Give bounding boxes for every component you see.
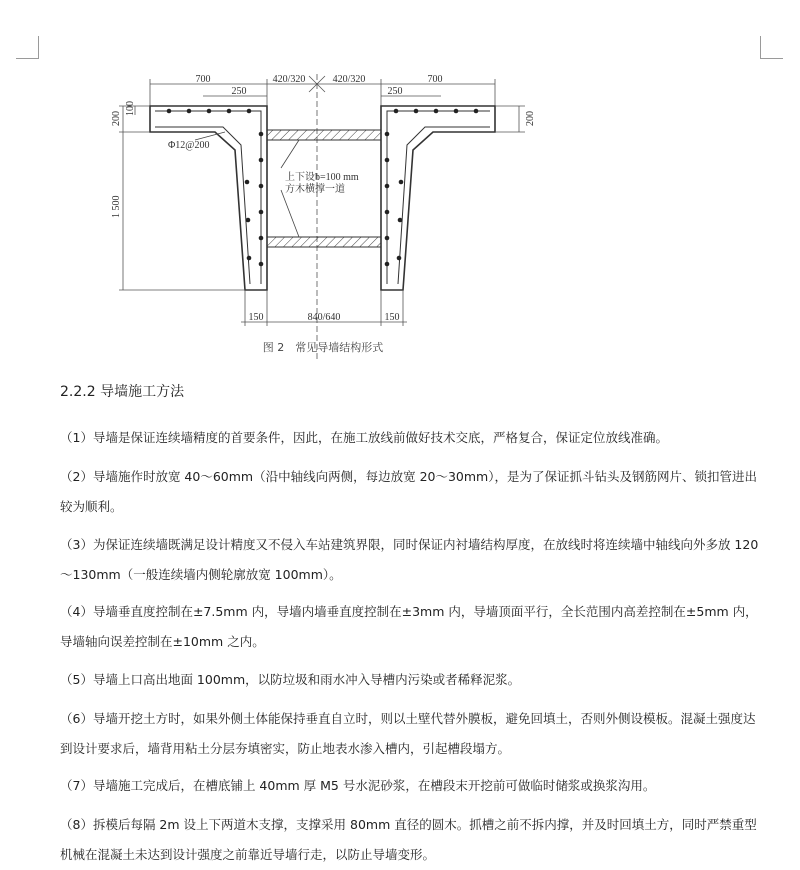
rebar-spec-label: Φ12@200 bbox=[168, 140, 210, 151]
dim-inner-left: 250 bbox=[231, 86, 247, 97]
paragraph-1: （1）导墙是保证连续墙精度的首要条件，因此，在施工放线前做好技术交底，严格复合，保证定位放线准确。 bbox=[60, 430, 668, 445]
page-corner-mark-top-left bbox=[16, 36, 39, 59]
paragraph-5: （5）导墙上口高出地面 100mm，以防垃圾和雨水冲入导槽内污染或者稀释泥浆。 bbox=[60, 672, 521, 687]
dim-bottom-mid: 840/640 bbox=[307, 312, 341, 323]
paragraph-2: （2）导墙施作时放宽 40～60mm（沿中轴线向两侧，每边放宽 20～30mm），是为了保证抓斗钻头及钢筋网片、锁扣管进出较为顺利。 bbox=[60, 469, 757, 514]
dim-bottom-right: 150 bbox=[384, 312, 400, 323]
dim-left-top: 700 bbox=[195, 74, 211, 85]
paragraph-3: （3）为保证连续墙既满足设计精度又不侵入车站建筑界限，同时保证内衬墙结构厚度，在放线时将连续墙中轴线向外多放 120～130mm（一般连续墙内侧轮廓放宽 100mm）。 bbox=[60, 537, 759, 582]
dim-inner-right: 250 bbox=[387, 86, 403, 97]
guide-wall-diagram bbox=[95, 70, 555, 365]
dim-right-v: 200 bbox=[525, 111, 536, 126]
right-guide-wall bbox=[381, 106, 495, 290]
dim-height: 1 500 bbox=[111, 195, 122, 218]
dim-center-left: 420/320 bbox=[272, 74, 306, 85]
section-heading: 2.2.2 导墙施工方法 bbox=[60, 384, 185, 400]
dim-bottom-left: 150 bbox=[248, 312, 264, 323]
paragraph-7: （7）导墙施工完成后，在槽底铺上 40mm 厚 M5 号水泥砂浆，在槽段末开挖前可做临时储浆或换浆沟用。 bbox=[60, 778, 656, 793]
lower-timber-strut bbox=[267, 237, 381, 247]
figure-caption: 图 2 常见导墙结构形式 bbox=[262, 341, 384, 354]
strut-note-line1: 上下设b=100 mm bbox=[285, 172, 359, 183]
dim-left-v1: 200 bbox=[111, 111, 122, 126]
right-dimension-lines bbox=[495, 106, 525, 132]
paragraph-8: （8）拆模后每隔 2m 设上下两道木支撑，支撑采用 80mm 直径的圆木。抓槽之前不拆内撑，并及时回填土方，同时严禁重型机械在混凝土未达到设计强度之前靠近导墙行走，以防止导墙变形。 bbox=[60, 817, 757, 862]
upper-timber-strut bbox=[267, 130, 381, 140]
strut-note-line2: 方木横撑一道 bbox=[285, 184, 345, 195]
left-guide-wall bbox=[150, 106, 267, 290]
page-corner-mark-top-right bbox=[760, 36, 783, 59]
dim-center-right: 420/320 bbox=[332, 74, 366, 85]
paragraph-6: （6）导墙开挖土方时，如果外侧土体能保持垂直自立时，则以土壁代替外膜板，避免回填土，否则外侧设模板。混凝土强度达到设计要求后，墙背用粘土分层夯填密实，防止地表水渗入槽内，引起槽段塌方。 bbox=[60, 711, 756, 756]
dim-left-v2: 100 bbox=[125, 101, 136, 116]
dim-right-top: 700 bbox=[427, 74, 443, 85]
paragraph-4: （4）导墙垂直度控制在±7.5mm 内，导墙内墙垂直度控制在±3mm 内，导墙顶面平行，全长范围内高差控制在±5mm 内，导墙轴向误差控制在±10mm 之内。 bbox=[60, 604, 758, 649]
